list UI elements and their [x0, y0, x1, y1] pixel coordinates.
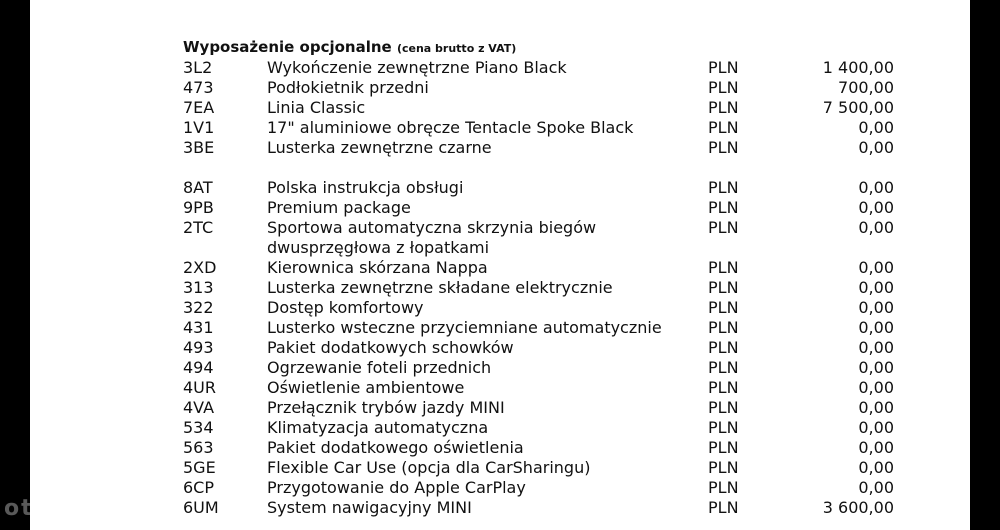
option-description: System nawigacyjny MINI: [267, 498, 472, 517]
option-code: 6CP: [183, 478, 214, 497]
list-item: [30, 118, 970, 138]
option-amount: 0,00: [858, 258, 894, 277]
section-title: Wyposażenie opcjonalne: [183, 38, 392, 56]
option-currency: PLN: [708, 478, 739, 497]
option-code: 494: [183, 358, 214, 377]
option-code: 8AT: [183, 178, 213, 197]
option-currency: PLN: [708, 358, 739, 377]
option-code: 7EA: [183, 98, 215, 117]
option-currency: PLN: [708, 298, 739, 317]
document-page: [30, 0, 970, 530]
option-amount: 0,00: [858, 218, 894, 237]
list-item: [30, 318, 970, 338]
option-amount: 3 600,00: [822, 498, 894, 517]
option-amount: 0,00: [858, 378, 894, 397]
option-description: Podłokietnik przedni: [267, 78, 429, 97]
option-currency: PLN: [708, 438, 739, 457]
option-code: 4VA: [183, 398, 215, 417]
option-code: 4UR: [183, 378, 217, 397]
list-item: [30, 198, 970, 218]
option-code: 3BE: [183, 138, 215, 157]
option-amount: 0,00: [858, 138, 894, 157]
list-item: [30, 418, 970, 438]
option-description: Przygotowanie do Apple CarPlay: [267, 478, 526, 497]
list-item: [30, 398, 970, 418]
option-code: 3L2: [183, 58, 213, 77]
option-currency: PLN: [708, 318, 739, 337]
option-description: Pakiet dodatkowych schowków: [267, 338, 514, 357]
option-code: 431: [183, 318, 214, 337]
option-currency: PLN: [708, 178, 739, 197]
option-currency: PLN: [708, 118, 739, 137]
options-list: [30, 58, 970, 518]
section-subtitle: (cena brutto z VAT): [396, 42, 517, 55]
list-item: [30, 278, 970, 298]
option-code: 313: [183, 278, 214, 297]
option-amount: 0,00: [858, 478, 894, 497]
list-spacer: [30, 158, 970, 178]
option-description: Przełącznik trybów jazdy MINI: [267, 398, 505, 417]
list-item: [30, 98, 970, 118]
option-description: Oświetlenie ambientowe: [267, 378, 465, 397]
option-currency: PLN: [708, 498, 739, 517]
option-currency: PLN: [708, 218, 739, 237]
option-code: 2XD: [183, 258, 217, 277]
option-amount: 0,00: [858, 438, 894, 457]
option-description: Polska instrukcja obsługi: [267, 178, 464, 197]
option-currency: PLN: [708, 198, 739, 217]
option-code: 563: [183, 438, 214, 457]
option-amount: 0,00: [858, 398, 894, 417]
option-amount: 700,00: [838, 78, 894, 97]
list-item: [30, 138, 970, 158]
option-description: Lusterka zewnętrzne czarne: [267, 138, 492, 157]
option-code: 534: [183, 418, 214, 437]
option-amount: 0,00: [858, 318, 894, 337]
option-currency: PLN: [708, 138, 739, 157]
watermark-logo: otomoto: [4, 496, 123, 521]
option-description: Linia Classic: [267, 98, 366, 117]
option-currency: PLN: [708, 338, 739, 357]
option-currency: PLN: [708, 458, 739, 477]
option-description: Premium package: [267, 198, 411, 217]
list-item: [30, 178, 970, 198]
option-description: 17" aluminiowe obręcze Tentacle Spoke Black: [267, 118, 634, 137]
list-item: [30, 78, 970, 98]
option-code: 493: [183, 338, 214, 357]
option-amount: 0,00: [858, 338, 894, 357]
option-code: 6UM: [183, 498, 219, 517]
option-description: Pakiet dodatkowego oświetlenia: [267, 438, 524, 457]
option-amount: 1 400,00: [822, 58, 894, 77]
list-item: [30, 338, 970, 358]
option-code: 473: [183, 78, 214, 97]
option-amount: 0,00: [858, 118, 894, 137]
list-item: [30, 58, 970, 78]
option-description: Ogrzewanie foteli przednich: [267, 358, 492, 377]
option-code: 2TC: [183, 218, 214, 237]
list-item: [30, 258, 970, 278]
option-currency: PLN: [708, 98, 739, 117]
list-item: [30, 438, 970, 458]
option-amount: 0,00: [858, 358, 894, 377]
option-description: Wykończenie zewnętrzne Piano Black: [267, 58, 567, 77]
option-code: 1V1: [183, 118, 215, 137]
option-amount: 0,00: [858, 198, 894, 217]
option-description: Lusterko wsteczne przyciemniane automatycznie: [267, 318, 662, 337]
option-description: Dostęp komfortowy: [267, 298, 424, 317]
option-amount: 7 500,00: [822, 98, 894, 117]
list-item: [30, 478, 970, 498]
option-currency: PLN: [708, 278, 739, 297]
option-code: 322: [183, 298, 214, 317]
list-item: [30, 498, 970, 518]
list-item: [30, 458, 970, 478]
option-currency: PLN: [708, 78, 739, 97]
option-code: 9PB: [183, 198, 214, 217]
option-amount: 0,00: [858, 298, 894, 317]
option-currency: PLN: [708, 58, 739, 77]
list-item: [30, 378, 970, 398]
option-currency: PLN: [708, 398, 739, 417]
option-amount: 0,00: [858, 458, 894, 477]
option-currency: PLN: [708, 378, 739, 397]
option-currency: PLN: [708, 258, 739, 277]
option-description: Lusterka zewnętrzne składane elektrycznie: [267, 278, 613, 297]
option-description: Sportowa automatyczna skrzynia biegów dwusprzęgłowa z łopatkami: [267, 218, 597, 257]
list-item: [30, 358, 970, 378]
option-amount: 0,00: [858, 178, 894, 197]
option-description: Kierownica skórzana Nappa: [267, 258, 488, 277]
option-amount: 0,00: [858, 418, 894, 437]
option-currency: PLN: [708, 418, 739, 437]
list-item: [30, 298, 970, 318]
list-item: [30, 218, 970, 258]
section-heading: [183, 38, 516, 56]
option-description: Flexible Car Use (opcja dla CarSharingu): [267, 458, 591, 477]
option-description: Klimatyzacja automatyczna: [267, 418, 489, 437]
option-code: 5GE: [183, 458, 216, 477]
option-amount: 0,00: [858, 278, 894, 297]
